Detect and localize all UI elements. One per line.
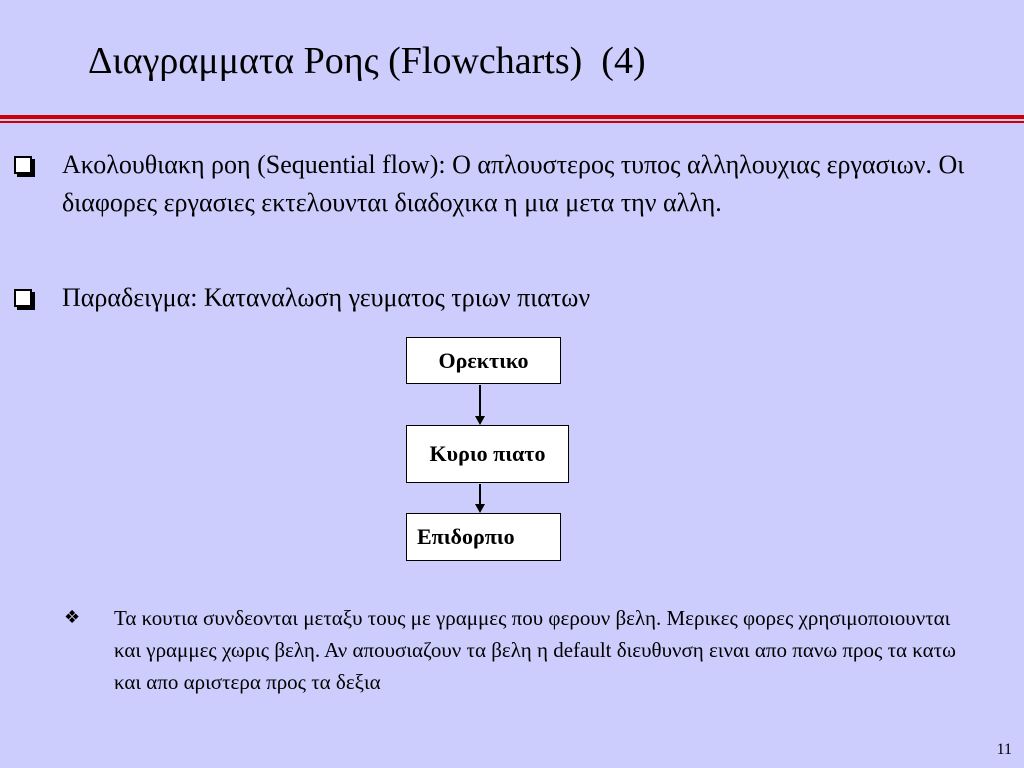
hollow-square-bullet-icon xyxy=(14,156,32,174)
hollow-square-bullet-icon xyxy=(14,289,32,307)
sub-bullet-note xyxy=(64,602,964,698)
down-arrow-icon xyxy=(479,385,481,423)
title-divider-thick xyxy=(0,115,1024,119)
bullet-text: Ακολουθιακη ροη (Sequential flow): Ο απλουστερος τυπος αλληλουχιας εργασιων. Οι διαφορες εργασιες εκτελουνται διαδοχικα η μια μετα την αλλη. xyxy=(62,150,965,217)
title-divider-thin xyxy=(0,121,1024,123)
bullet-example xyxy=(14,279,1014,317)
sub-bullet-text: Τα κουτια συνδεονται μεταξυ τους με γραμμες που φερουν βελη. Μερικες φορες χρησιμοποιουνται και γραμμες χωρις βελη. Αν απουσιαζουν τα βελη η default διευθυνση ειναι απο πανω προς τα κατω και απο αριστερα προς τα δεξια xyxy=(114,606,956,694)
flowchart-step-dessert: Επιδορπιο xyxy=(406,513,561,561)
down-arrow-icon xyxy=(479,484,481,511)
bullet-text: Παραδειγμα: Καταναλωση γευματος τριων πιατων xyxy=(62,283,591,312)
slide-title: Διαγραμματα Ροης (Flowcharts) (4) xyxy=(88,40,646,82)
bullet-sequential-flow xyxy=(14,146,1014,222)
slide-number: 11 xyxy=(996,741,1012,758)
flowchart-step-main-course: Κυριο πιατο xyxy=(406,425,569,483)
flowchart-step-appetizer: Ορεκτικο xyxy=(406,337,561,384)
four-diamond-bullet-icon: ❖ xyxy=(64,607,81,628)
